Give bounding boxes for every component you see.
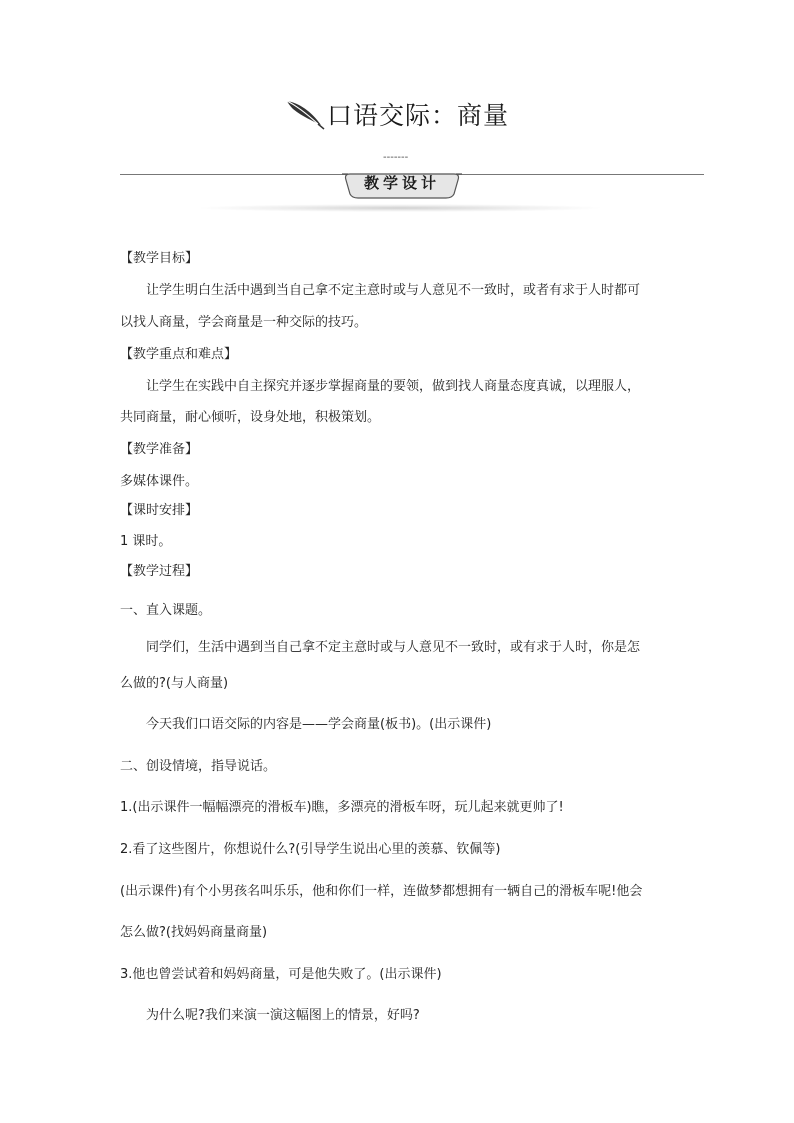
heading-schedule: 【课时安排】 xyxy=(120,503,199,518)
list-item: 1.(出示课件一幅幅漂亮的滑板车)瞧，多漂亮的滑板车呀，玩儿起来就更帅了! xyxy=(120,800,564,815)
section-heading: 二、创设情境，指导说话。 xyxy=(120,759,277,774)
paragraph-line: 让学生明白生活中遇到当自己拿不定主意时或与人意见不一致时，或者有求于人时都可 xyxy=(146,283,641,298)
list-item: 3.他也曾尝试着和妈妈商量，可是他失败了。(出示课件) xyxy=(120,967,442,982)
heading-teaching-goal: 【教学目标】 xyxy=(120,251,199,266)
paragraph-line: 共同商量，耐心倾听，设身处地，积极策划。 xyxy=(120,410,381,425)
paragraph-line: 怎么做?(找妈妈商量商量) xyxy=(120,925,268,940)
paragraph-line: 同学们，生活中遇到当自己拿不定主意时或与人意见不一致时，或有求于人时，你是怎 xyxy=(146,640,641,655)
paragraph-line: 么做的?(与人商量) xyxy=(120,676,229,691)
paragraph-line: 以找人商量，学会商量是一种交际的技巧。 xyxy=(120,315,368,330)
quill-pen-icon xyxy=(285,97,325,131)
section-heading: 一、直入课题。 xyxy=(120,603,212,618)
paragraph-line: 为什么呢?我们来演一演这幅图上的情景，好吗? xyxy=(146,1008,420,1023)
title-dashes: ------- xyxy=(383,152,409,163)
heading-preparation: 【教学准备】 xyxy=(120,442,199,457)
paragraph-line: 让学生在实践中自主探究并逐步掌握商量的要领，做到找人商量态度真诚，以理服人， xyxy=(146,379,641,394)
banner-label: 教学设计 xyxy=(363,174,440,192)
list-item: 2.看了这些图片，你想说什么?(引导学生说出心里的羡慕、钦佩等) xyxy=(120,842,501,857)
page-title: 口语交际：商量 xyxy=(326,101,509,130)
heading-process: 【教学过程】 xyxy=(120,564,199,579)
paragraph-line: 1 课时。 xyxy=(120,534,172,549)
paragraph-line: (出示课件)有个小男孩名叫乐乐，他和你们一样，连做梦都想拥有一辆自己的滑板车呢!他会 xyxy=(120,884,643,899)
title-block xyxy=(0,96,794,132)
paragraph-line: 今天我们口语交际的内容是——学会商量(板书)。(出示课件) xyxy=(146,717,492,732)
paragraph-line: 多媒体课件。 xyxy=(120,474,199,489)
banner-shadow xyxy=(200,204,600,212)
heading-key-points: 【教学重点和难点】 xyxy=(120,347,238,362)
